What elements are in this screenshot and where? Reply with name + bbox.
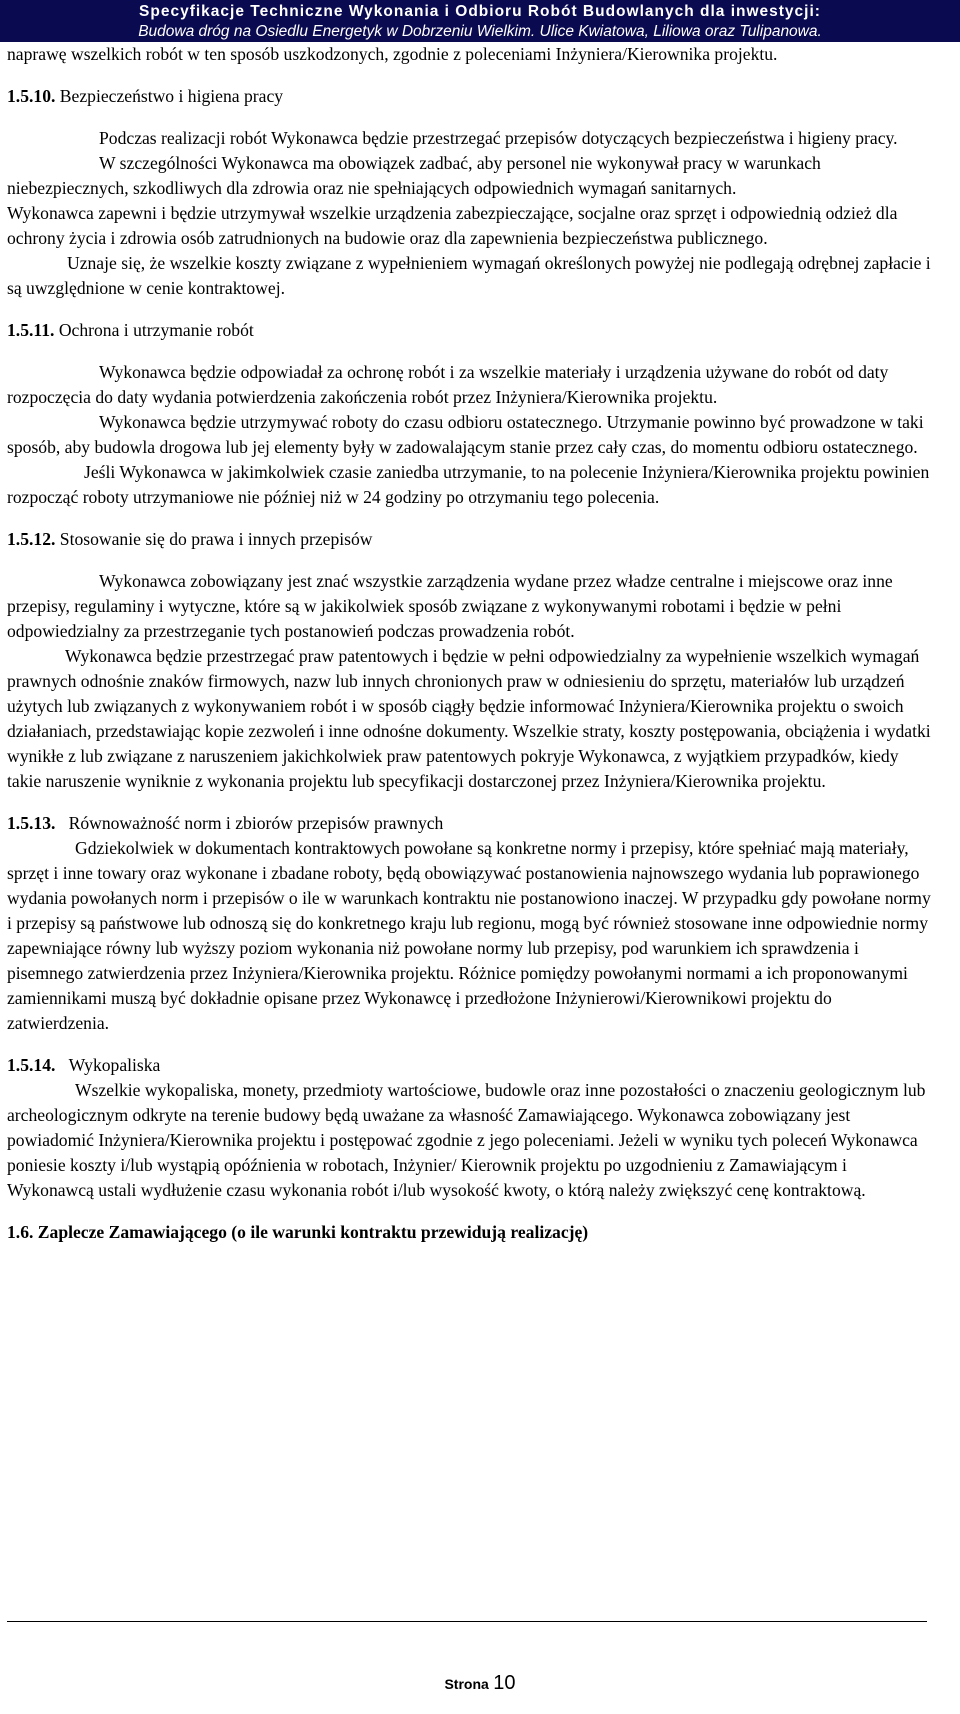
header-title: Specyfikacje Techniczne Wykonania i Odbioru Robót Budowlanych dla inwestycji: (139, 3, 821, 20)
intro-paragraph: naprawę wszelkich robót w ten sposób uszkodzonych, zgodnie z poleceniami Inżyniera/Kierownika projektu. (7, 44, 778, 64)
paragraph (7, 360, 935, 410)
page-number (0, 1672, 960, 1695)
section-heading-1-5-11 (7, 318, 935, 343)
section-heading-1-5-12 (7, 527, 935, 552)
document-body (7, 42, 935, 1245)
paragraph (7, 1078, 935, 1203)
paragraph (7, 569, 935, 644)
section-number: 1.5.11. (7, 320, 55, 340)
section-title: Wykopaliska (68, 1055, 161, 1075)
paragraph-text: Wszelkie wykopaliska, monety, przedmioty wartościowe, budowle oraz inne pozostałości o znaczeniu geologicznym lub archeologicznym odkryte na terenie budowy będą uważane za własność Zamawiającego. Wykonawca zobowiązany jest powiadomić Inżyniera/Kierownika projektu i postępować zgodnie z jego poleceniami. Jeżeli w wyniku tych poleceń Wykonawca poniesie koszty i/lub wystąpią opóźnienia w robotach, Inżynier/ Kierownik projektu po uzgodnieniu z Zamawiającym i Wykonawcą ustali wydłużenie czasu wykonania robót i/lub wysokość kwoty, o którą należy zwiększyć cenę kontraktową. (7, 1080, 926, 1200)
paragraph-text: Wykonawca będzie przestrzegać praw patentowych i będzie w pełni odpowiedzialny za wypełnienie wszelkich wymagań prawnych odnośnie znaków firmowych, nazw lub innych chronionych praw w odniesieniu do sprzętu, materiałów lub urządzeń użytych lub związanych z wykonywaniem robót i w sposób ciągły będzie informować Inżyniera/Kierownika projektu o swoich działaniach, przedstawiając kopie zezwoleń i inne odnośne dokumenty. Wszelkie straty, koszty postępowania, obciążenia i wydatki wynikłe z lub związane z naruszeniem jakichkolwiek praw patentowych pokryje Wykonawca, z wyjątkiem przypadków, kiedy takie naruszenie wyniknie z wykonania projektu lub specyfikacji dostarczonej przez Inżyniera/Kierownika projektu. (7, 646, 931, 791)
header-subtitle: Budowa dróg na Osiedlu Energetyk w Dobrzeniu Wielkim. Ulice Kwiatowa, Liliowa oraz Tulipanowa. (138, 23, 822, 40)
paragraph (7, 201, 935, 251)
paragraph (7, 644, 935, 794)
paragraph (7, 410, 935, 460)
paragraph (7, 126, 935, 151)
paragraph (7, 836, 935, 1036)
paragraph-text: Wykonawca zobowiązany jest znać wszystkie zarządzenia wydane przez władze centralne i miejscowe oraz inne przepisy, regulaminy i wytyczne, które są w jakikolwiek sposób związane z wykonywanymi robotami i będzie w pełni odpowiedzialny za przestrzeganie tych postanowień podczas prowadzenia robót. (7, 571, 893, 641)
section-heading-1-5-13 (7, 811, 935, 836)
paragraph (7, 251, 935, 301)
paragraph (7, 460, 935, 510)
footer-divider (7, 1621, 927, 1622)
section-heading-1-5-14 (7, 1053, 935, 1078)
section-number: 1.5.13. (7, 813, 56, 833)
section-number: 1.5.14. (7, 1055, 56, 1075)
section-number: 1.5.12. (7, 529, 56, 549)
page-number-value: 10 (493, 1672, 516, 1694)
section-heading-1-5-10 (7, 84, 935, 109)
paragraph-text: Gdziekolwiek w dokumentach kontraktowych powołane są konkretne normy i przepisy, które spełniać mają materiały, sprzęt i inne towary oraz wykonane i zbadane roboty, będą obowiązywać postanowienia najnowszego wydania lub poprawionego wydania powołanych norm i przepisów o ile w warunkach kontraktu nie postanowiono inaczej. W przypadku gdy powołane normy i przepisy są państwowe lub odnoszą się do konkretnego kraju lub regionu, mogą być również stosowane inne odpowiednie normy zapewniające równy lub wyższy poziom wykonania niż powołane normy lub przepisy, pod warunkiem ich sprawdzenia i pisemnego zatwierdzenia przez Inżyniera/Kierownika projektu. Różnice pomiędzy powołanymi normami a ich proponowanymi zamiennikami muszą być dokładnie opisane przez Wykonawcę i przedłożone Inżynierowi/Kierownikowi projektu do zatwierdzenia. (7, 838, 931, 1033)
section-title: Bezpieczeństwo i higiena pracy (59, 86, 284, 106)
paragraph (7, 151, 935, 201)
paragraph-text: Jeśli Wykonawca w jakimkolwiek czasie zaniedba utrzymanie, to na polecenie Inżyniera/Kierownika projektu powinien rozpocząć roboty utrzymaniowe nie później niż w 24 godziny po otrzymaniu tego polecenia. (7, 462, 930, 507)
section-heading-1-6: 1.6. Zaplecze Zamawiającego (o ile warunki kontraktu przewidują realizację) (7, 1222, 589, 1242)
paragraph-text: Wykonawca zapewni i będzie utrzymywał wszelkie urządzenia zabezpieczające, socjalne oraz sprzęt i odpowiednią odzież dla ochrony życia i zdrowia osób zatrudnionych na budowie oraz dla zapewnienia bezpieczeństwa publicznego. (7, 203, 898, 248)
section-title: Stosowanie się do prawa i innych przepisów (59, 529, 373, 549)
page-label: Strona (444, 1676, 489, 1692)
paragraph-text: Podczas realizacji robót Wykonawca będzie przestrzegać przepisów dotyczących bezpieczeństwa i higieny pracy. (99, 128, 898, 148)
section-title: Ochrona i utrzymanie robót (58, 320, 254, 340)
paragraph-text: Uznaje się, że wszelkie koszty związane z wypełnieniem wymagań określonych powyżej nie podlegają odrębnej zapłacie i są uwzględnione w cenie kontraktowej. (7, 253, 931, 298)
document-header (0, 0, 960, 42)
paragraph-text: Wykonawca będzie odpowiadał za ochronę robót i za wszelkie materiały i urządzenia używane do robót od daty rozpoczęcia do daty wydania potwierdzenia zakończenia robót przez Inżyniera/Kierownika projektu. (7, 362, 889, 407)
section-number: 1.5.10. (7, 86, 56, 106)
paragraph-text: Wykonawca będzie utrzymywać roboty do czasu odbioru ostatecznego. Utrzymanie powinno być prowadzone w taki sposób, aby budowla drogowa lub jej elementy były w zadowalającym stanie przez cały czas, do momentu odbioru ostatecznego. (7, 412, 924, 457)
paragraph-text: W szczególności Wykonawca ma obowiązek zadbać, aby personel nie wykonywał pracy w warunkach niebezpiecznych, szkodliwych dla zdrowia oraz nie spełniających odpowiednich wymagań sanitarnych. (7, 153, 821, 198)
section-title: Równoważność norm i zbiorów przepisów prawnych (68, 813, 444, 833)
